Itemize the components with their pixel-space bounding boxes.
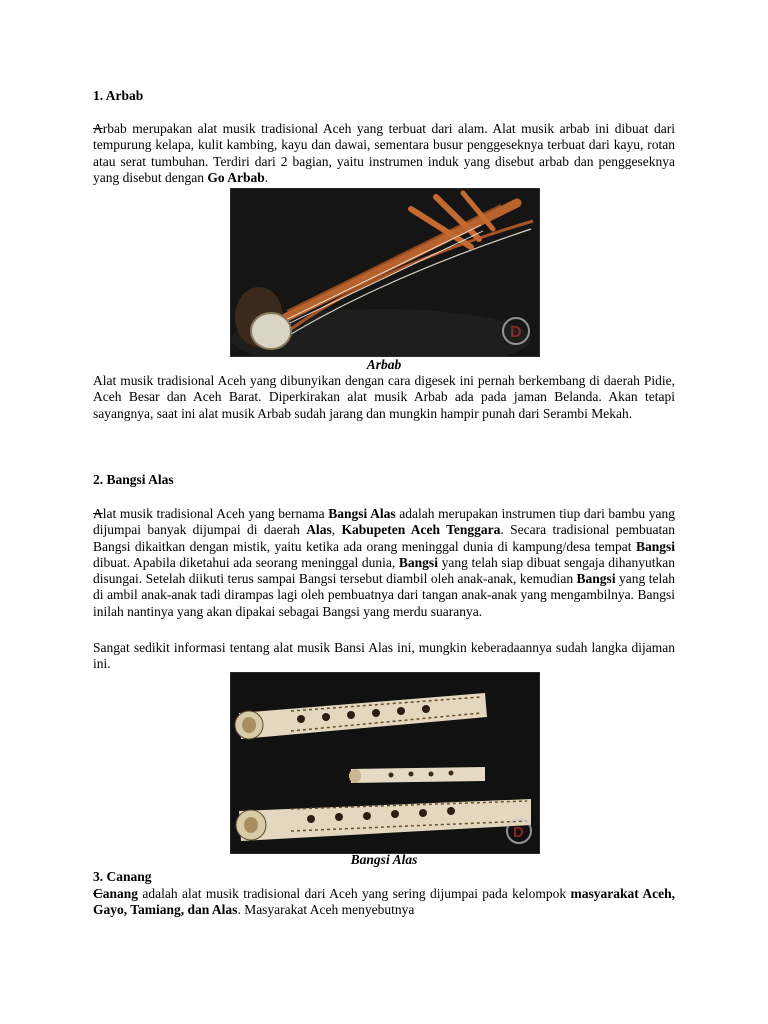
section-title-arbab: 1. Arbab xyxy=(93,88,144,103)
canang-intro-paragraph: Canang adalah alat musik tradisional dari Aceh yang sering dijumpai pada kelompok masyarakat Aceh, Gayo, Tamiang, dan Alas. Masyarakat Aceh menyebutnya xyxy=(93,886,675,918)
bold-term: Go Arbab xyxy=(207,169,265,185)
bangsi-alas-caption: Bangsi Alas xyxy=(350,852,418,867)
bangsi-alas-photo xyxy=(230,672,540,854)
arbab-caption: Arbab xyxy=(366,357,402,372)
bangsi-intro-paragraph: Alat musik tradisional Aceh yang bernama Bangsi Alas adalah merupakan instrumen tiup dari bambu yang dijumpai banyak dijumpai di daerah Alas, Kabupeten Aceh Tenggara. Secara tradisional pembuatan Bangsi dikaitkan dengan mistik, yaitu ketika ada orang meninggal dunia di kampung/desa tempat Bangsi dibuat. Apabila diketahui ada seorang meninggal dunia, Bangsi yang telah siap dibuat sengaja dihanyutkan disungai. Setelah diikuti terus sampai Bangsi tersebut diambil oleh anak-anak, kemudian Bangsi yang telah di ambil anak-anak tadi dirampas lagi oleh pembuatnya dari tangan anak-anak yang mengambilnya. Bangsi inilah nantinya yang akan dipakai sebagai Bangsi yang merdu suaranya. xyxy=(93,506,676,619)
drop-cap: A xyxy=(93,506,103,521)
arbab-photo xyxy=(230,188,540,357)
svg-text:D: D xyxy=(510,324,522,341)
svg-text:D: D xyxy=(513,824,524,841)
drop-cap: A xyxy=(93,121,103,136)
drop-cap: C xyxy=(93,886,103,901)
section-title-bangsi-alas: 2. Bangsi Alas xyxy=(93,472,174,487)
section-title-canang: 3. Canang xyxy=(93,869,152,884)
arbab-body-paragraph: Alat musik tradisional Aceh yang dibunyikan dengan cara digesek ini pernah berkembang di daerah Pidie, Aceh Besar dan Aceh Barat. Diperkirakan alat musik Arbab ada pada jaman Belanda. Akan tetapi sayangnya, saat ini alat musik Arbab sudah jarang dan mungkin hampir punah dari Serambi Mekah. xyxy=(93,373,675,421)
bangsi-body-paragraph: Sangat sedikit informasi tentang alat musik Bansi Alas ini, mungkin keberadaannya sudah langka dijaman ini. xyxy=(93,640,675,672)
arbab-intro-paragraph: Arbab merupakan alat musik tradisional Aceh yang terbuat dari alam. Alat musik arbab ini dibuat dari tempurung kelapa, kulit kambing, kayu dan dawai, sementara busur penggeseknya terbuat dari kayu, rotan atau serat tumbuhan. Terdiri dari 2 bagian, yaitu instrumen induk yang disebut arbab dan penggeseknya yang disebut dengan Go Arbab. xyxy=(93,121,675,185)
